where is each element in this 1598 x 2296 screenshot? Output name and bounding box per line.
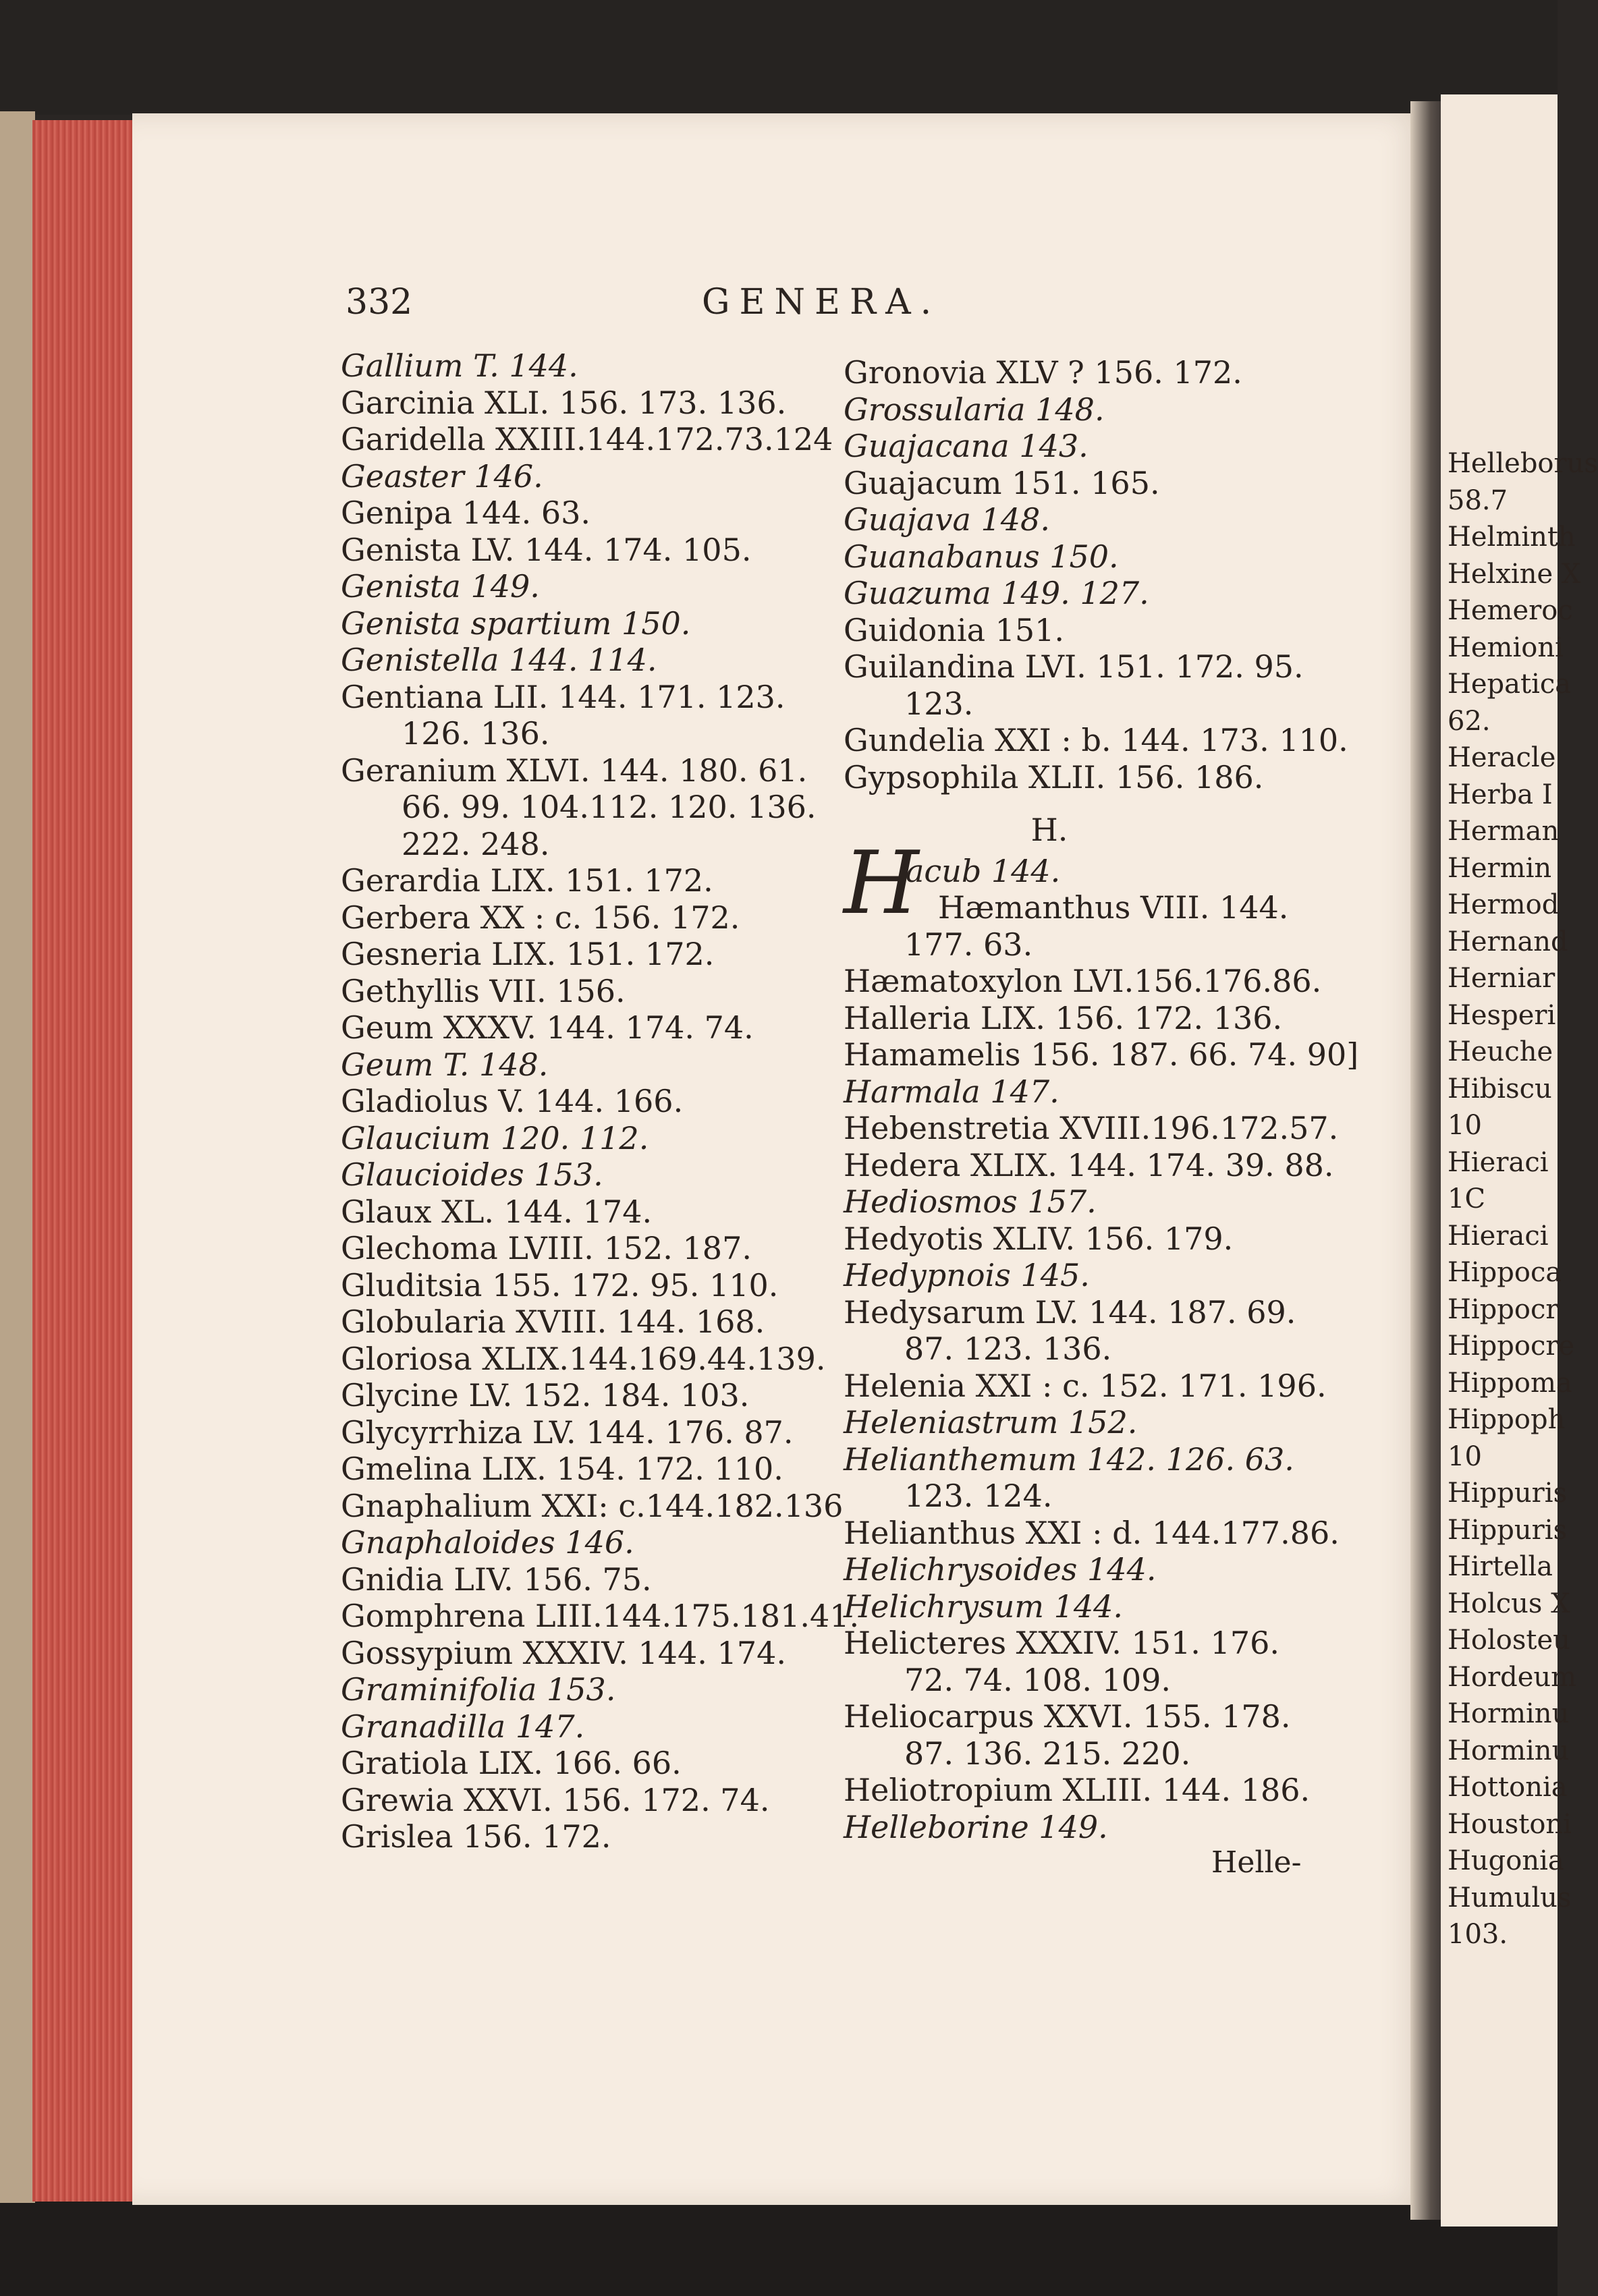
index-entry: Helichrysoides 144. bbox=[844, 1551, 1157, 1588]
catchword: Helle- bbox=[1211, 1845, 1302, 1880]
facing-page-fragment: Hippocre bbox=[1448, 1331, 1575, 1362]
facing-page-fragment: Holosteu bbox=[1448, 1625, 1570, 1656]
dropcap-line3: 177. 63. bbox=[904, 926, 1033, 963]
facing-page-fragment: Heuche bbox=[1448, 1036, 1553, 1067]
index-entry: Glaux XL. 144. 174. bbox=[341, 1193, 653, 1230]
index-entry: Hedysarum LV. 144. 187. 69. bbox=[844, 1293, 1296, 1331]
facing-page bbox=[1441, 94, 1598, 2227]
index-entry: Gethyllis VII. 156. bbox=[341, 972, 626, 1009]
index-entry: Gerardia LIX. 151. 172. bbox=[341, 862, 713, 899]
index-entry: Hedypnois 145. bbox=[844, 1257, 1090, 1293]
facing-page-fragment: 10 bbox=[1448, 1110, 1482, 1141]
index-entry: Helicteres XXXIV. 151. 176. bbox=[844, 1625, 1279, 1661]
index-entry: Gloriosa XLIX.144.169.44.139. bbox=[341, 1340, 826, 1377]
facing-page-fragment: Hirtella bbox=[1448, 1551, 1553, 1582]
index-entry: 126. 136. bbox=[402, 715, 550, 752]
facing-page-fragment: Hippuris bbox=[1448, 1478, 1568, 1509]
index-entry: Genista spartium 150. bbox=[341, 605, 691, 642]
index-entry: Hæmatoxylon LVI.156.176.86. bbox=[844, 963, 1322, 999]
index-entry: Hamamelis 156. 187. 66. 74. 90] bbox=[844, 1036, 1359, 1073]
index-entry: Gesneria LIX. 151. 172. bbox=[341, 936, 715, 972]
facing-page-fragment: Horminu bbox=[1448, 1735, 1570, 1766]
index-entry: 123. bbox=[904, 685, 974, 722]
dropcap-entry bbox=[844, 833, 1329, 934]
index-entry: 66. 99. 104.112. 120. 136. bbox=[402, 789, 817, 825]
facing-page-fragment: Hippoca bbox=[1448, 1257, 1562, 1288]
index-entry: Helenia XXI : c. 152. 171. 196. bbox=[844, 1367, 1327, 1404]
index-entry: Gundelia XXI : b. 144. 173. 110. bbox=[844, 722, 1348, 758]
index-entry: Heleniastrum 152. bbox=[844, 1404, 1138, 1440]
index-entry: Glaucium 120. 112. bbox=[341, 1119, 649, 1156]
right-column bbox=[844, 354, 1359, 1845]
index-entry: Halleria LIX. 156. 172. 136. bbox=[844, 999, 1283, 1036]
facing-page-fragment: Hieraci bbox=[1448, 1146, 1549, 1178]
facing-page-fragment: 10 bbox=[1448, 1440, 1482, 1472]
index-entry: Garcinia XLI. 156. 173. 136. bbox=[341, 384, 787, 421]
facing-page-fragment: Hippuris bbox=[1448, 1514, 1568, 1546]
index-entry: Guajacum 151. 165. bbox=[844, 464, 1160, 501]
facing-page-fragment: Hermin bbox=[1448, 852, 1552, 884]
index-entry: Hebenstretia XVIII.196.172.57. bbox=[844, 1110, 1339, 1146]
index-entry: Gallium T. 144. bbox=[341, 347, 578, 384]
dropcap-letter: H bbox=[844, 833, 919, 934]
facing-page-fragment: Helxine X bbox=[1448, 558, 1581, 590]
facing-page-fragment: Herman bbox=[1448, 816, 1560, 847]
running-head: GENERA. bbox=[702, 282, 941, 323]
index-entry: Gnidia LIV. 156. 75. bbox=[341, 1561, 652, 1598]
index-entry: Gmelina LIX. 154. 172. 110. bbox=[341, 1451, 783, 1487]
section-heading: H. bbox=[1030, 812, 1068, 848]
index-entry: Grossularia 148. bbox=[844, 391, 1105, 428]
index-entry: Grislea 156. 172. bbox=[341, 1818, 611, 1855]
background-bottom bbox=[0, 2193, 1558, 2296]
facing-page-fragment: Houstoni bbox=[1448, 1808, 1572, 1840]
index-entry: Guazuma 149. 127. bbox=[844, 575, 1149, 611]
page-number: 332 bbox=[346, 282, 413, 323]
index-entry: Genipa 144. 63. bbox=[341, 495, 590, 531]
facing-page-fragment: Hottonia bbox=[1448, 1772, 1568, 1803]
facing-page-fragment: Hieraci bbox=[1448, 1220, 1549, 1252]
index-entry: Gnaphalium XXI: c.144.182.136 bbox=[341, 1487, 844, 1524]
facing-page-fragment: 1C bbox=[1448, 1183, 1486, 1214]
facing-page-fragment: 103. bbox=[1448, 1919, 1508, 1950]
index-entry: Glycine LV. 152. 184. 103. bbox=[341, 1377, 750, 1413]
index-entry: Glechoma LVIII. 152. 187. bbox=[341, 1230, 752, 1266]
facing-page-fragment: 58.7 bbox=[1448, 484, 1508, 516]
index-entry: Hedyotis XLIV. 156. 179. bbox=[844, 1220, 1234, 1257]
facing-page-fragment: Herniar bbox=[1448, 963, 1555, 994]
index-entry: Helianthus XXI : d. 144.177.86. bbox=[844, 1514, 1340, 1551]
index-entry: Glaucioides 153. bbox=[341, 1156, 603, 1193]
facing-page-fragment: Holcus X bbox=[1448, 1588, 1570, 1619]
index-entry: Hedera XLIX. 144. 174. 39. 88. bbox=[844, 1146, 1334, 1183]
index-entry: Graminifolia 153. bbox=[341, 1671, 616, 1708]
index-entry: Geum XXXV. 144. 174. 74. bbox=[341, 1009, 754, 1046]
index-entry: Glycyrrhiza LV. 144. 176. 87. bbox=[341, 1413, 794, 1451]
facing-page-fragment: Helleborus bbox=[1448, 448, 1598, 479]
facing-page-fragment: Hepatica bbox=[1448, 669, 1572, 700]
book-cover-edge bbox=[0, 111, 35, 2203]
index-entry: Guilandina LVI. 151. 172. 95. bbox=[844, 648, 1304, 685]
facing-page-fragment: Hippocr bbox=[1448, 1293, 1559, 1325]
index-entry: Guajacana 143. bbox=[844, 428, 1089, 464]
index-entry: 87. 123. 136. bbox=[904, 1331, 1112, 1367]
facing-page-fragment: Horminu bbox=[1448, 1698, 1570, 1729]
index-entry: Geranium XLVI. 144. 180. 61. bbox=[341, 752, 808, 789]
index-entry: Genistella 144. 114. bbox=[341, 642, 657, 678]
index-entry: Genista LV. 144. 174. 105. bbox=[341, 531, 752, 568]
right-column-top bbox=[844, 354, 1348, 795]
index-entry: Guanabanus 150. bbox=[844, 538, 1119, 575]
index-entry: Gomphrena LIII.144.175.181.41. bbox=[341, 1598, 860, 1634]
facing-page-fragment: Humulus bbox=[1448, 1882, 1572, 1913]
dropcap-line1: acub 144. bbox=[906, 852, 1061, 889]
index-entry: Gnaphaloides 146. bbox=[341, 1524, 634, 1561]
index-entry: Hediosmos 157. bbox=[844, 1183, 1097, 1220]
book-gutter bbox=[1410, 101, 1444, 2220]
facing-page-fragment: 62. bbox=[1448, 705, 1491, 737]
facing-page-fragment: Hippoma bbox=[1448, 1367, 1572, 1399]
facing-page-fragment: Hermod bbox=[1448, 889, 1560, 920]
index-entry: Gladiolus V. 144. 166. bbox=[341, 1083, 684, 1119]
index-entry: 123. 124. bbox=[904, 1478, 1053, 1514]
index-entry: Granadilla 147. bbox=[341, 1708, 585, 1745]
index-entry: Harmala 147. bbox=[844, 1073, 1059, 1110]
index-entry: Globularia XVIII. 144. 168. bbox=[341, 1304, 765, 1340]
index-entry: Gluditsia 155. 172. 95. 110. bbox=[341, 1266, 779, 1304]
facing-page-fragment: Helminth bbox=[1448, 522, 1576, 553]
index-entry: Guidonia 151. bbox=[844, 611, 1065, 648]
index-entry: Helichrysum 144. bbox=[844, 1588, 1124, 1625]
index-entry: Gerbera XX : c. 156. 172. bbox=[341, 899, 740, 936]
index-entry: Helianthemum 142. 126. 63. bbox=[844, 1440, 1294, 1478]
right-column-bottom bbox=[844, 963, 1359, 1845]
facing-page-fragment: Heracle bbox=[1448, 742, 1556, 773]
index-entry: Geum T. 148. bbox=[341, 1046, 549, 1083]
index-entry: 87. 136. 215. 220. bbox=[904, 1735, 1191, 1772]
index-entry: Gypsophila XLII. 156. 186. bbox=[844, 758, 1264, 795]
index-entry: Gronovia XLV ? 156. 172. bbox=[844, 354, 1242, 391]
index-entry: Guajava 148. bbox=[844, 501, 1050, 538]
facing-page-column bbox=[1448, 445, 1598, 1953]
index-entry: Grewia XXVI. 156. 172. 74. bbox=[341, 1781, 770, 1818]
facing-page-fragment: Hordeum bbox=[1448, 1661, 1577, 1693]
facing-page-fragment: Hugonia bbox=[1448, 1845, 1564, 1876]
facing-page-fragment: Herba I bbox=[1448, 779, 1553, 810]
dropcap-line2: Hæmanthus VIII. 144. bbox=[938, 889, 1289, 926]
facing-page-fragment: Hernand bbox=[1448, 926, 1568, 957]
facing-page-fragment: Hesperi bbox=[1448, 999, 1556, 1031]
index-entry: 222. 248. bbox=[402, 825, 550, 862]
index-entry: Gentiana LII. 144. 171. 123. bbox=[341, 678, 786, 715]
index-entry: Heliotropium XLIII. 144. 186. bbox=[844, 1772, 1311, 1808]
facing-page-fragment: Hibiscu bbox=[1448, 1073, 1552, 1104]
index-entry: Helleborine 149. bbox=[844, 1808, 1108, 1845]
facing-page-fragment: Hemeroc bbox=[1448, 595, 1573, 626]
index-entry: 72. 74. 108. 109. bbox=[904, 1661, 1172, 1698]
left-column bbox=[341, 347, 860, 1855]
index-entry: Heliocarpus XXVI. 155. 178. bbox=[844, 1698, 1291, 1735]
facing-page-fragment: Hemioni bbox=[1448, 632, 1564, 663]
facing-page-fragment: Hippoph bbox=[1448, 1404, 1566, 1435]
index-entry: Garidella XXIII.144.172.73.124 bbox=[341, 421, 833, 457]
page-edges-red bbox=[32, 120, 134, 2202]
background-top bbox=[0, 0, 1558, 115]
index-entry: Gratiola LIX. 166. 66. bbox=[341, 1745, 682, 1781]
index-entry: Genista 149. bbox=[341, 568, 540, 605]
index-entry: Geaster 146. bbox=[341, 457, 543, 495]
index-entry: Gossypium XXXIV. 144. 174. bbox=[341, 1634, 786, 1671]
